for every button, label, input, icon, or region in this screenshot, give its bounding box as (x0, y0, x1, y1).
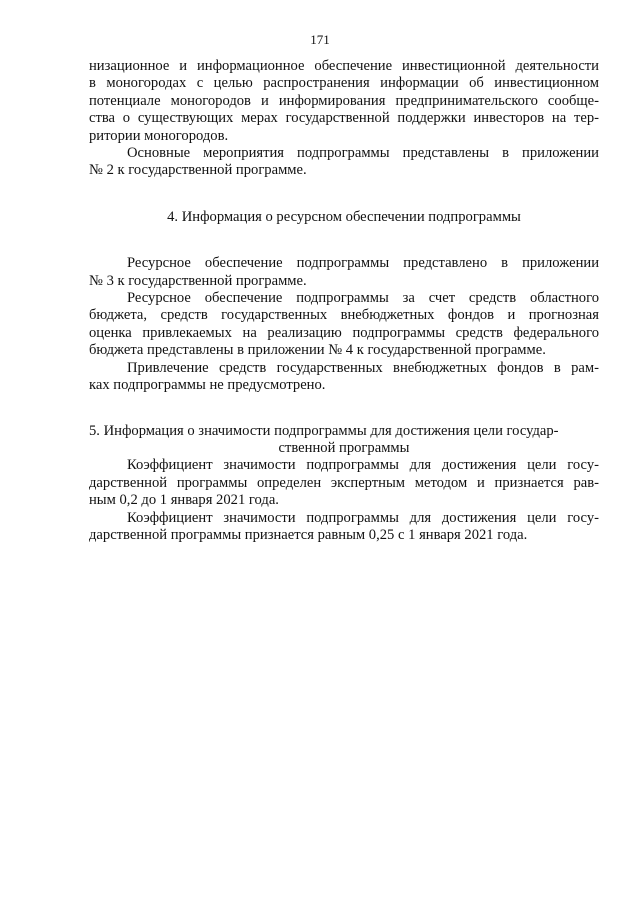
text-line: в моногородах с целью распространения информации об инвестиционном (89, 75, 599, 92)
paragraph-investment-support (89, 58, 599, 145)
text-line: оценка привлекаемых на реализацию подпрограммы средств федерального (89, 324, 599, 341)
text-line: бюджета представлены в приложении № 4 к государственной программе. (89, 342, 546, 359)
text-line: дарственной программы определен экспертным методом и признается рав- (89, 474, 599, 491)
page-number: 171 (310, 32, 330, 47)
heading-line: ственной программы (278, 439, 410, 456)
paragraph-resources-appendix-3 (89, 255, 599, 290)
text-line: Ресурсное обеспечение подпрограммы представлено в приложении (127, 255, 599, 272)
paragraph-significance-coefficient-from-2021 (89, 510, 599, 545)
paragraph-resources-appendix-4 (89, 290, 599, 360)
heading-line: 5. Информация о значимости подпрограммы для достижения цели государ- (89, 422, 559, 439)
paragraph-significance-coefficient-before-2021 (89, 457, 599, 509)
text-line: Коэффициент значимости подпрограммы для достижения цели госу- (127, 509, 599, 526)
text-line: ритории моногородов. (89, 127, 229, 144)
text-line: Ресурсное обеспечение подпрограммы за счет средств областного (127, 290, 599, 307)
text-line: № 3 к государственной программе. (89, 272, 307, 289)
paragraph-main-activities (89, 145, 599, 180)
document-body (89, 58, 599, 544)
section-5-heading (89, 423, 599, 458)
text-line: Привлечение средств государственных внебюджетных фондов в рам- (127, 359, 599, 376)
section-4-heading: 4. Информация о ресурсном обеспечении подпрограммы (167, 208, 521, 225)
text-line: Коэффициент значимости подпрограммы для достижения цели госу- (127, 457, 599, 474)
text-line: № 2 к государственной программе. (89, 162, 307, 179)
text-line: ства о существующих мерах государственной поддержки инвесторов на тер- (89, 110, 599, 127)
paragraph-extrabudgetary-funds (89, 360, 599, 395)
text-line: потенциале моногородов и информирования предпринимательского сообще- (89, 92, 599, 109)
text-line: дарственной программы признается равным 0,25 с 1 января 2021 года. (89, 526, 528, 543)
text-line: низационное и информационное обеспечение инвестиционной деятельности (89, 58, 599, 74)
text-line: бюджета, средств государственных внебюджетных фондов и прогнозная (89, 307, 599, 324)
text-line: ным 0,2 до 1 января 2021 года. (89, 492, 279, 509)
text-line: Основные мероприятия подпрограммы представлены в приложении (127, 145, 599, 162)
text-line: ках подпрограммы не предусмотрено. (89, 377, 326, 394)
